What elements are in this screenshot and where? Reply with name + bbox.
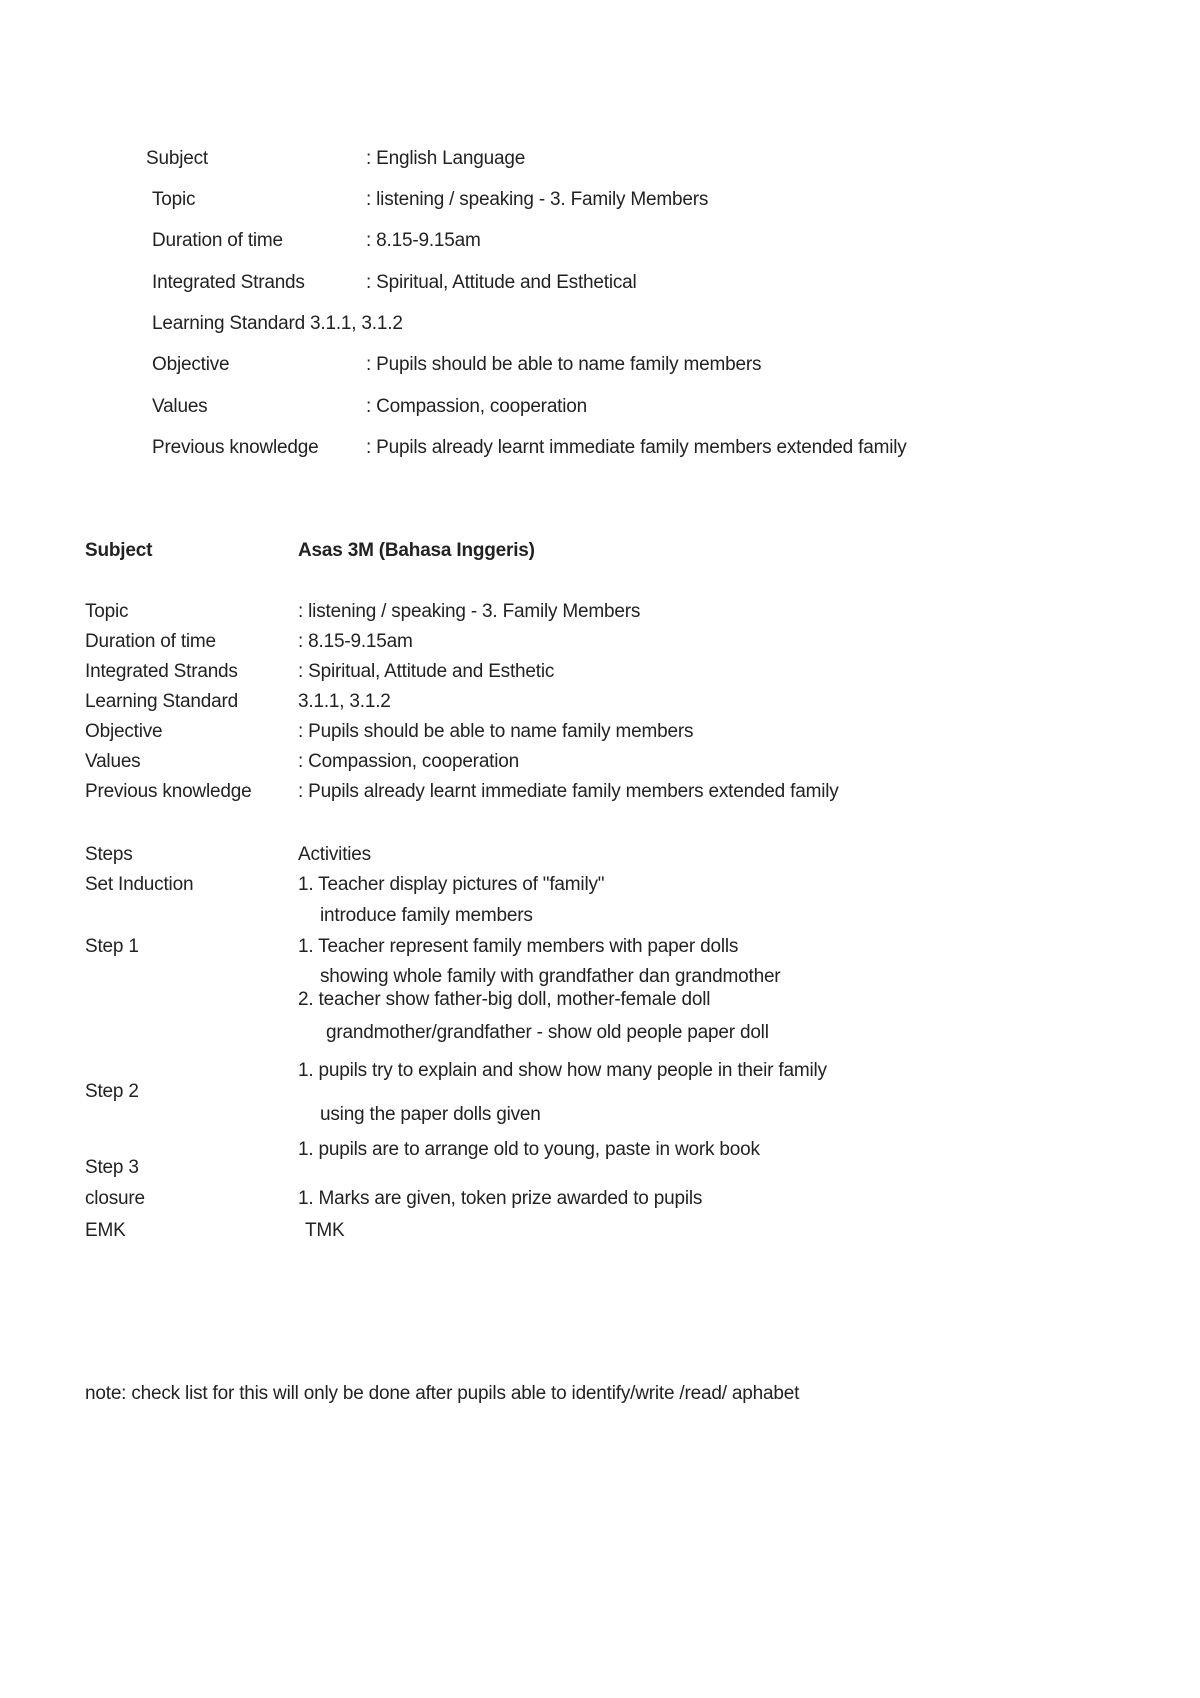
s2-objective-label: Objective: [85, 721, 163, 742]
s2-previous-value: : Pupils already learnt immediate family members extended family: [298, 781, 839, 802]
s1-objective-value: : Pupils should be able to name family members: [366, 354, 762, 375]
step1-line-2: showing whole family with grandfather dan grandmother: [320, 966, 781, 987]
s2-topic-label: Topic: [85, 601, 129, 622]
set-induction-line-2: introduce family members: [320, 905, 533, 926]
step1-line-3: 2. teacher show father-big doll, mother-female doll: [298, 989, 711, 1010]
step2-line-1: 1. pupils try to explain and show how many people in their family: [298, 1060, 827, 1081]
closure-label: closure: [85, 1188, 145, 1209]
s2-values-label: Values: [85, 751, 141, 772]
step2-line-2: using the paper dolls given: [320, 1104, 541, 1125]
s1-subject-value: : English Language: [366, 148, 526, 169]
step2-label: Step 2: [85, 1081, 139, 1102]
s1-subject-label: Subject: [146, 148, 208, 169]
s1-previous-value: : Pupils already learnt immediate family members extended family: [366, 437, 907, 458]
s1-duration-value: : 8.15-9.15am: [366, 230, 481, 251]
s2-values-value: : Compassion, cooperation: [298, 751, 520, 772]
emk-label: EMK: [85, 1220, 126, 1241]
s1-strands-value: : Spiritual, Attitude and Esthetical: [366, 272, 637, 293]
s1-objective-label: Objective: [152, 354, 230, 375]
set-induction-label: Set Induction: [85, 874, 194, 895]
s2-strands-value: : Spiritual, Attitude and Esthetic: [298, 661, 555, 682]
s2-learning-label: Learning Standard: [85, 691, 238, 712]
s1-learning-standard: Learning Standard 3.1.1, 3.1.2: [152, 313, 403, 334]
step3-line-1: 1. pupils are to arrange old to young, paste in work book: [298, 1139, 760, 1160]
step1-line-1: 1. Teacher represent family members with paper dolls: [298, 936, 739, 957]
s1-values-label: Values: [152, 396, 208, 417]
s2-strands-label: Integrated Strands: [85, 661, 238, 682]
step1-label: Step 1: [85, 936, 139, 957]
s2-objective-value: : Pupils should be able to name family members: [298, 721, 694, 742]
s2-duration-label: Duration of time: [85, 631, 216, 652]
s1-duration-label: Duration of time: [152, 230, 283, 251]
step3-label: Step 3: [85, 1157, 139, 1178]
s1-topic-label: Topic: [152, 189, 196, 210]
s2-learning-value: 3.1.1, 3.1.2: [298, 691, 391, 712]
s1-topic-value: : listening / speaking - 3. Family Members: [366, 189, 709, 210]
s2-subject-value: Asas 3M (Bahasa Inggeris): [298, 540, 535, 561]
steps-header-label: Steps: [85, 844, 133, 865]
s2-duration-value: : 8.15-9.15am: [298, 631, 413, 652]
s2-subject-label: Subject: [85, 540, 153, 561]
closure-line-1: 1. Marks are given, token prize awarded to pupils: [298, 1188, 703, 1209]
footer-note: note: check list for this will only be done after pupils able to identify/write /read/ aphabet: [85, 1383, 800, 1404]
s1-previous-label: Previous knowledge: [152, 437, 319, 458]
s1-strands-label: Integrated Strands: [152, 272, 305, 293]
step1-line-4: grandmother/grandfather - show old people paper doll: [326, 1022, 769, 1043]
activities-header: Activities: [298, 844, 371, 865]
s2-previous-label: Previous knowledge: [85, 781, 252, 802]
s2-topic-value: : listening / speaking - 3. Family Members: [298, 601, 641, 622]
s1-values-value: : Compassion, cooperation: [366, 396, 588, 417]
set-induction-line-1: 1. Teacher display pictures of "family": [298, 874, 605, 895]
tmk-value: TMK: [305, 1220, 345, 1241]
